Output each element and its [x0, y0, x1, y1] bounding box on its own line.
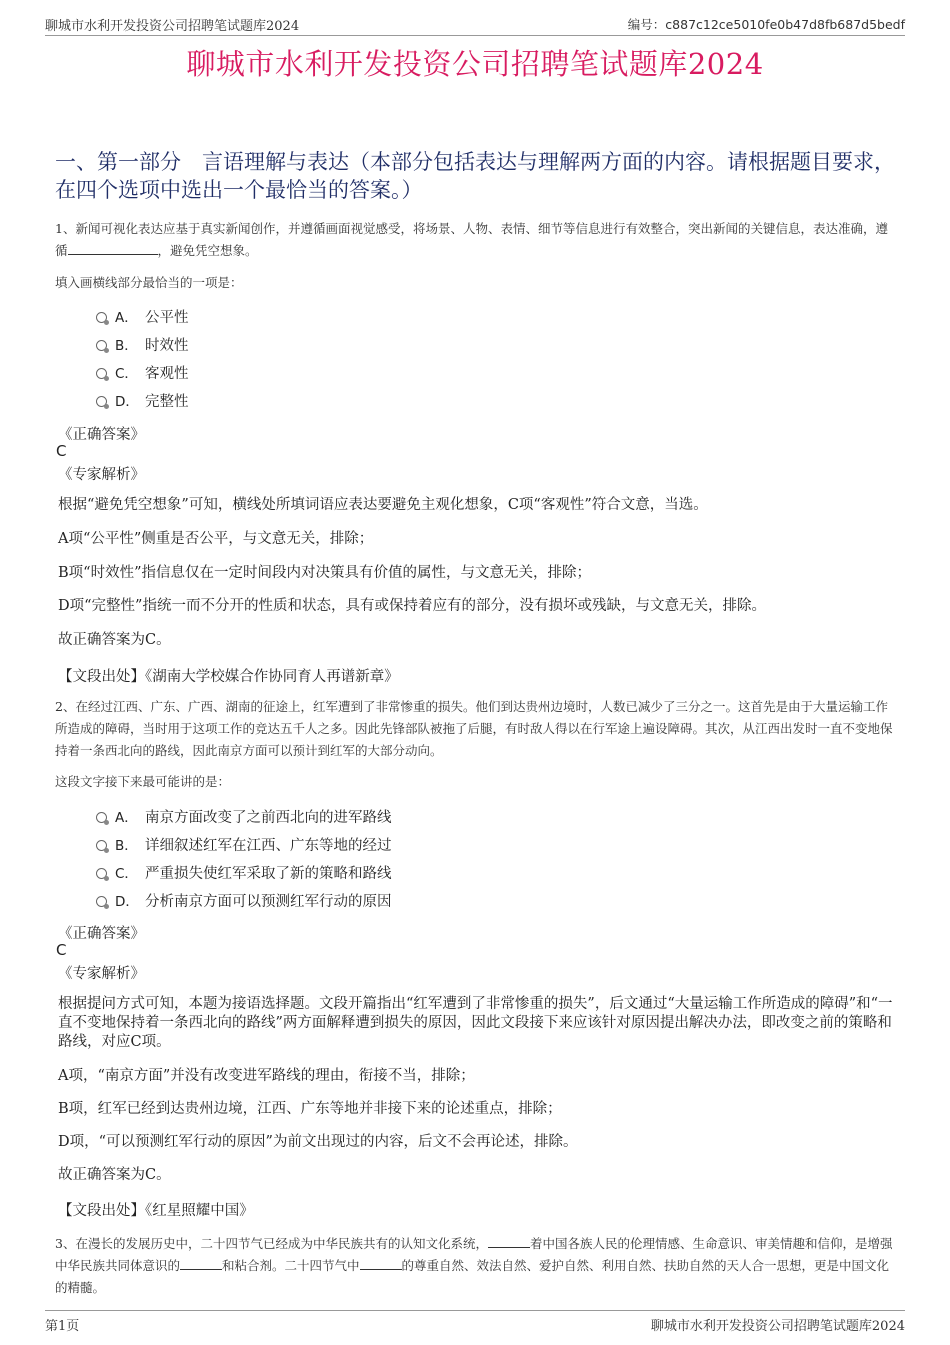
- expert-analysis-label: 《专家解析》: [58, 467, 145, 483]
- question-1-option-b[interactable]: [96, 335, 189, 357]
- question-1-analysis: D项“完整性”指统一而不分开的性质和状态，具有或保持着应有的部分，没有损坏或残缺，与文意无关，排除。: [58, 598, 766, 614]
- question-1-analysis: A项“公平性”侧重是否公平，与文意无关，排除；: [58, 531, 374, 547]
- answer-blank: [488, 1233, 530, 1248]
- question-1-option-c[interactable]: [96, 363, 189, 385]
- question-2-option-c[interactable]: [96, 863, 392, 885]
- page-header: [45, 15, 905, 36]
- radio-icon[interactable]: [96, 340, 107, 351]
- question-2-option-d[interactable]: [96, 891, 392, 913]
- header-doc-id: [628, 15, 905, 33]
- radio-icon[interactable]: [96, 368, 107, 379]
- page-footer: [45, 1310, 905, 1333]
- question-2-analysis: 故正确答案为C。: [58, 1167, 171, 1183]
- page-title: 聊城市水利开发投资公司招聘笔试题库2024: [186, 47, 764, 81]
- option-letter: C．: [115, 366, 138, 382]
- header-doc-title: 聊城市水利开发投资公司招聘笔试题库2024: [45, 19, 300, 34]
- question-1-stem: [55, 218, 900, 262]
- option-letter: A．: [115, 310, 138, 326]
- question-2-analysis: 根据提问方式可知，本题为接语选择题。文段开篇指出“红军遭到了非常惨重的损失”，后文通过“大量运输工作所造成的障碍”和“一直不变地保持着一条西北向的路线”两方面解释遭到损失的原因，因此文段接下来应该针对原因提出解决办法，即改变之前的策略和路线，对应C项。: [58, 996, 893, 1050]
- question-2-option-a[interactable]: [96, 807, 392, 829]
- radio-icon[interactable]: [96, 840, 107, 851]
- question-3-stem-part: 和粘合剂。二十四节气中: [222, 1258, 360, 1273]
- expert-analysis-label: 《专家解析》: [58, 966, 145, 982]
- question-1-source: 【文段出处】《湖南大学校媒合作协同育人再谱新章》: [58, 669, 399, 685]
- radio-icon[interactable]: [96, 868, 107, 879]
- answer-blank: [68, 240, 158, 255]
- question-1-analysis: 故正确答案为C。: [58, 632, 171, 648]
- question-1-prompt: 填入画横线部分最恰当的一项是：: [55, 275, 243, 290]
- question-2-analysis: A项，“南京方面”并没有改变进军路线的理由，衔接不当，排除；: [58, 1068, 475, 1084]
- option-letter: C．: [115, 866, 138, 882]
- question-2-answer: C: [56, 941, 67, 959]
- option-text: 完整性: [145, 394, 189, 410]
- question-3-stem-part: 3、在漫长的发展历史中，二十四节气已经成为中华民族共有的认知文化系统，: [55, 1236, 488, 1251]
- option-letter: B．: [115, 338, 138, 354]
- header-id-label: 编号：: [627, 17, 666, 32]
- option-text: 南京方面改变了之前西北向的进军路线: [145, 810, 392, 826]
- option-text: 分析南京方面可以预测红军行动的原因: [145, 894, 392, 910]
- question-2-stem: 2、在经过江西、广东、广西、湖南的征途上，红军遭到了非常惨重的损失。他们到达贵州边境时，人数已减少了三分之一。这首先是由于大量运输工作所造成的障碍，当时用于这项工作的竞达五千人之多。因此先锋部队被拖了后腿，有时敌人得以在行军途上遍设障碍。其次，从江西出发时一直不变地保持着一条西北向的路线，因此南京方面可以预计到红军的大部分动向。: [55, 699, 893, 758]
- option-letter: B．: [115, 838, 138, 854]
- page-number: 第1页: [45, 1319, 80, 1334]
- radio-icon[interactable]: [96, 812, 107, 823]
- answer-blank: [360, 1255, 402, 1270]
- option-text: 详细叙述红军在江西、广东等地的经过: [145, 838, 392, 854]
- radio-icon[interactable]: [96, 396, 107, 407]
- question-1-option-d[interactable]: [96, 391, 189, 413]
- question-1-stem-before: 1、新闻可视化表达应基于真实新闻创作，并遵循画面视觉感受，将场景、人物、表情、细节等信息进行有效整合，突出新闻的关键信息，表达准确，遵循: [55, 221, 888, 258]
- question-1-stem-after: ，避免凭空想象。: [157, 243, 258, 258]
- question-1-analysis: B项“时效性”指信息仅在一定时间段内对决策具有价值的属性，与文意无关，排除；: [58, 565, 591, 581]
- option-text: 严重损失使红军采取了新的策略和路线: [145, 866, 392, 882]
- option-letter: D．: [115, 894, 139, 910]
- question-2-source: 【文段出处】《红星照耀中国》: [58, 1203, 254, 1219]
- question-1-option-a[interactable]: [96, 307, 189, 329]
- header-id-value: c887c12ce5010fe0b47d8fb687d5bedf: [665, 17, 905, 32]
- option-text: 客观性: [145, 366, 189, 382]
- question-2-prompt: 这段文字接下来最可能讲的是：: [55, 774, 231, 789]
- question-2-analysis: D项，“可以预测红军行动的原因”为前文出现过的内容，后文不会再论述，排除。: [58, 1134, 578, 1150]
- section-heading: 一、第一部分 言语理解与表达（本部分包括表达与理解两方面的内容。请根据题目要求，在四个选项中选出一个最恰当的答案。）: [55, 150, 895, 202]
- option-letter: D．: [115, 394, 139, 410]
- answer-blank: [180, 1255, 222, 1270]
- radio-icon[interactable]: [96, 896, 107, 907]
- question-3-stem-part: 的尊重自然、效法自然、爱护自然、利用自然、扶助自然的天人合一思想，更是中国文化的精髓。: [55, 1258, 890, 1295]
- question-2-option-b[interactable]: [96, 835, 392, 857]
- option-letter: A．: [115, 810, 138, 826]
- question-3-stem-part: 着中国各族人民的伦理情感、生命意识、审美情趣和信仰，是增强中华民族共同体意识的: [55, 1236, 893, 1273]
- question-1-answer: C: [56, 442, 67, 460]
- question-2-analysis: B项，红军已经到达贵州边境，江西、广东等地并非接下来的论述重点，排除；: [58, 1101, 562, 1117]
- correct-answer-label: 《正确答案》: [58, 427, 145, 443]
- footer-doc-title: 聊城市水利开发投资公司招聘笔试题库2024: [650, 1319, 905, 1334]
- correct-answer-label: 《正确答案》: [58, 926, 145, 942]
- radio-icon[interactable]: [96, 312, 107, 323]
- option-text: 时效性: [145, 338, 189, 354]
- question-3-stem: [55, 1233, 900, 1299]
- question-1-analysis: 根据“避免凭空想象”可知，横线处所填词语应表达要避免主观化想象，C项“客观性”符合文意，当选。: [58, 497, 708, 513]
- option-text: 公平性: [145, 310, 189, 326]
